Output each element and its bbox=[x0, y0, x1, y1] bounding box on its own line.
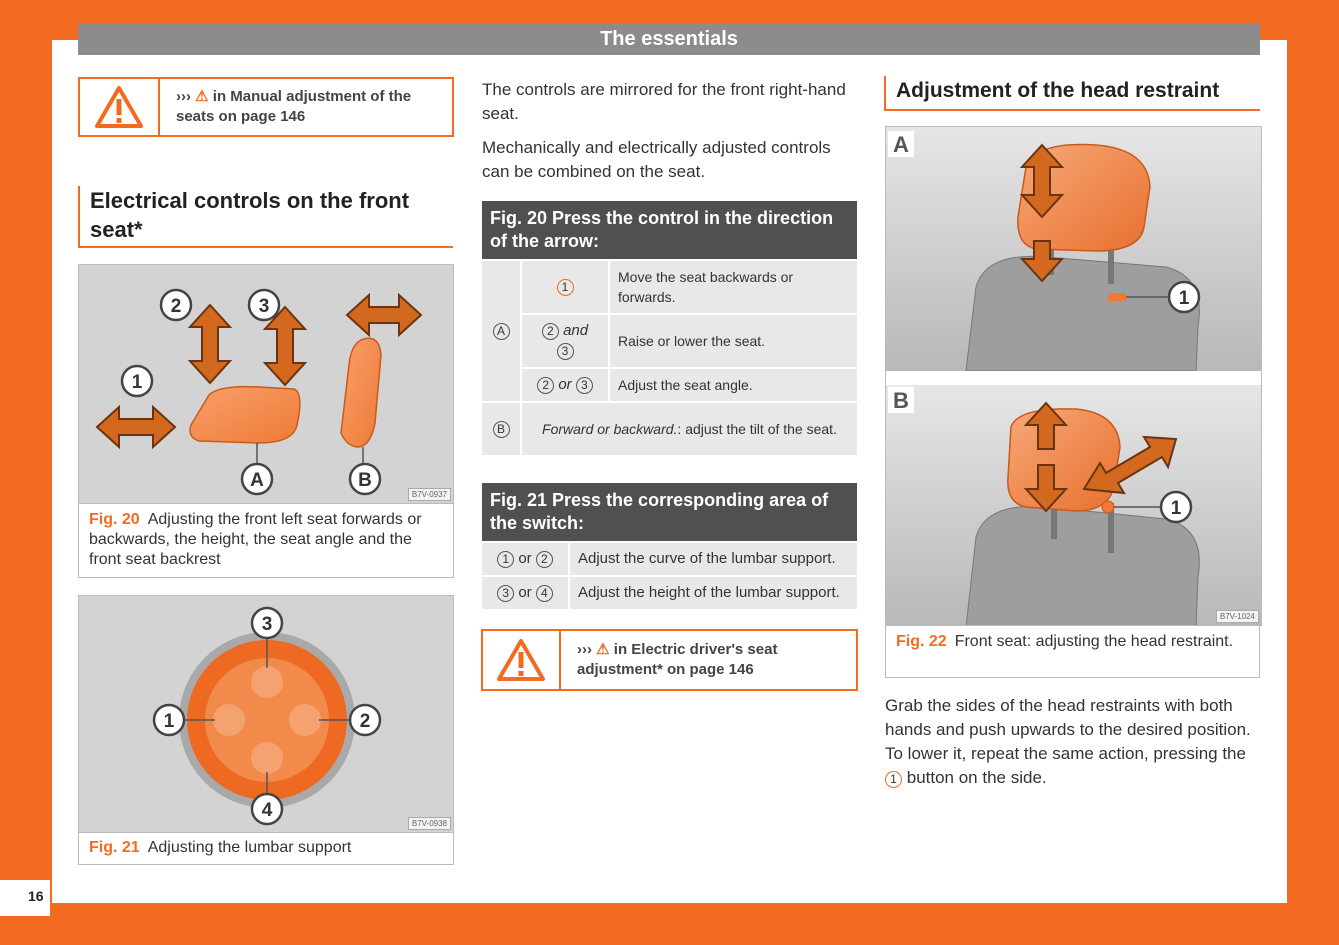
table-fig20 bbox=[480, 199, 859, 457]
fig21-caption-text: Adjusting the lumbar support bbox=[147, 839, 352, 856]
table21-title: Fig. 21 Press the corresponding area of the switch: bbox=[482, 483, 857, 541]
instructions-text: Grab the sides of the head restraints with both hands and push upwards to the desired position. To lower it, repeat the same action, pressing the bbox=[885, 696, 1251, 763]
page-header: The essentials bbox=[78, 24, 1260, 55]
chevron-icon: ››› bbox=[176, 88, 191, 105]
warning-small-icon: ⚠ bbox=[596, 641, 610, 658]
page-number: 16 bbox=[0, 880, 50, 916]
key-badge: 3 bbox=[497, 585, 514, 602]
key-badge: 3 bbox=[576, 377, 593, 394]
fig22-label-b: 1 bbox=[1170, 498, 1182, 519]
fig22-panel-b: B bbox=[893, 388, 909, 413]
table21-row2-text: Adjust the height of the lumbar support. bbox=[570, 577, 857, 609]
table20-row2-text: Raise or lower the seat. bbox=[610, 315, 857, 367]
warning-box-electric bbox=[481, 629, 858, 691]
joiner-text: or bbox=[518, 584, 532, 601]
key-badge: 2 bbox=[537, 377, 554, 394]
seat-back-a bbox=[966, 256, 1199, 371]
fig20-label-b: B bbox=[358, 470, 372, 491]
fig20-label-3: 3 bbox=[258, 296, 270, 317]
group-b-badge: B bbox=[493, 421, 510, 438]
table20-row2-key bbox=[522, 315, 608, 367]
fig22-panel-a: A bbox=[893, 132, 909, 157]
warning-small-icon: ⚠ bbox=[195, 88, 209, 105]
middle-para-1: The controls are mirrored for the front right-hand seat. bbox=[482, 80, 846, 123]
fig20-label-1: 1 bbox=[131, 372, 143, 393]
key-badge: 3 bbox=[557, 343, 574, 360]
table20-title: Fig. 20 Press the control in the direction of the arrow: bbox=[482, 201, 857, 259]
middle-para-2: Mechanically and electrically adjusted controls can be combined on the seat. bbox=[482, 138, 831, 181]
fig20-label-a: A bbox=[250, 470, 264, 491]
table20-row3-key bbox=[522, 369, 608, 401]
table21-row1-text: Adjust the curve of the lumbar support. bbox=[570, 543, 857, 575]
key-badge: 4 bbox=[536, 585, 553, 602]
head-restraint-instructions bbox=[885, 694, 1257, 790]
fig22-caption-text: Front seat: adjusting the head restraint. bbox=[954, 633, 1234, 650]
warning-box-manual bbox=[78, 77, 454, 137]
fig20-code: B7V-0937 bbox=[408, 488, 451, 501]
row-b-text: : adjust the tilt of the seat. bbox=[677, 421, 837, 437]
fig21-label-1: 1 bbox=[163, 711, 175, 732]
table20-row3-text: Adjust the seat angle. bbox=[610, 369, 857, 401]
row-b-italic: Forward or backward. bbox=[542, 421, 678, 437]
fig20-caption-text: Adjusting the front left seat forwards or backwards, the height, the seat angle and the front seat backrest bbox=[89, 511, 422, 568]
group-a-badge: A bbox=[493, 323, 510, 340]
section-title-head-restraint bbox=[884, 76, 1260, 111]
table21-row1-key bbox=[482, 543, 568, 575]
table20-row1-text: Move the seat backwards or forwards. bbox=[610, 261, 857, 313]
key-badge: 1 bbox=[557, 279, 574, 296]
table20-row1-key bbox=[522, 261, 608, 313]
key-badge: 1 bbox=[497, 551, 514, 568]
fig21-code: B7V-0938 bbox=[408, 817, 451, 830]
key-badge: 2 bbox=[536, 551, 553, 568]
table21-row2-key bbox=[482, 577, 568, 609]
warning-icon bbox=[483, 631, 561, 689]
figure-20 bbox=[78, 264, 454, 504]
button-key-badge: 1 bbox=[885, 771, 902, 788]
fig21-label-2: 2 bbox=[359, 711, 371, 732]
table20-group-b bbox=[482, 403, 520, 455]
fig20-caption bbox=[78, 504, 454, 578]
figure-22 bbox=[885, 126, 1262, 626]
fig21-caption-label: Fig. 21 bbox=[89, 839, 140, 856]
warning-link[interactable]: in Manual adjustment of the seats on page 146 bbox=[176, 88, 412, 125]
joiner-text: or bbox=[558, 376, 572, 393]
key-badge: 2 bbox=[542, 323, 559, 340]
fig21-caption bbox=[78, 833, 454, 865]
chevron-icon: ››› bbox=[577, 641, 592, 658]
fig22-caption bbox=[885, 626, 1260, 678]
warning-link[interactable]: in Electric driver's seat adjustment* on page 146 bbox=[577, 641, 778, 678]
fig20-label-2: 2 bbox=[170, 296, 182, 317]
section-title-text: Electrical controls on the front seat* bbox=[90, 188, 410, 242]
figure-21 bbox=[78, 595, 454, 833]
fig22-caption-label: Fig. 22 bbox=[896, 633, 947, 650]
section-title-text: Adjustment of the head restraint bbox=[896, 79, 1220, 102]
joiner-text: or bbox=[518, 550, 532, 567]
fig21-label-4: 4 bbox=[261, 800, 273, 821]
seat-back-b bbox=[966, 506, 1199, 626]
table20-group-a bbox=[482, 261, 520, 401]
fig21-label-3: 3 bbox=[261, 614, 273, 635]
table-fig21 bbox=[480, 481, 859, 611]
instructions-text-end: button on the side. bbox=[906, 768, 1047, 787]
warning-icon bbox=[80, 79, 160, 135]
table20-row-b-text bbox=[522, 403, 857, 455]
fig22-label-a: 1 bbox=[1178, 288, 1190, 309]
section-title-electrical bbox=[78, 186, 453, 248]
fig22-code: B7V-1024 bbox=[1216, 610, 1259, 623]
joiner-text: and bbox=[563, 322, 589, 339]
fig20-caption-label: Fig. 20 bbox=[89, 511, 140, 528]
